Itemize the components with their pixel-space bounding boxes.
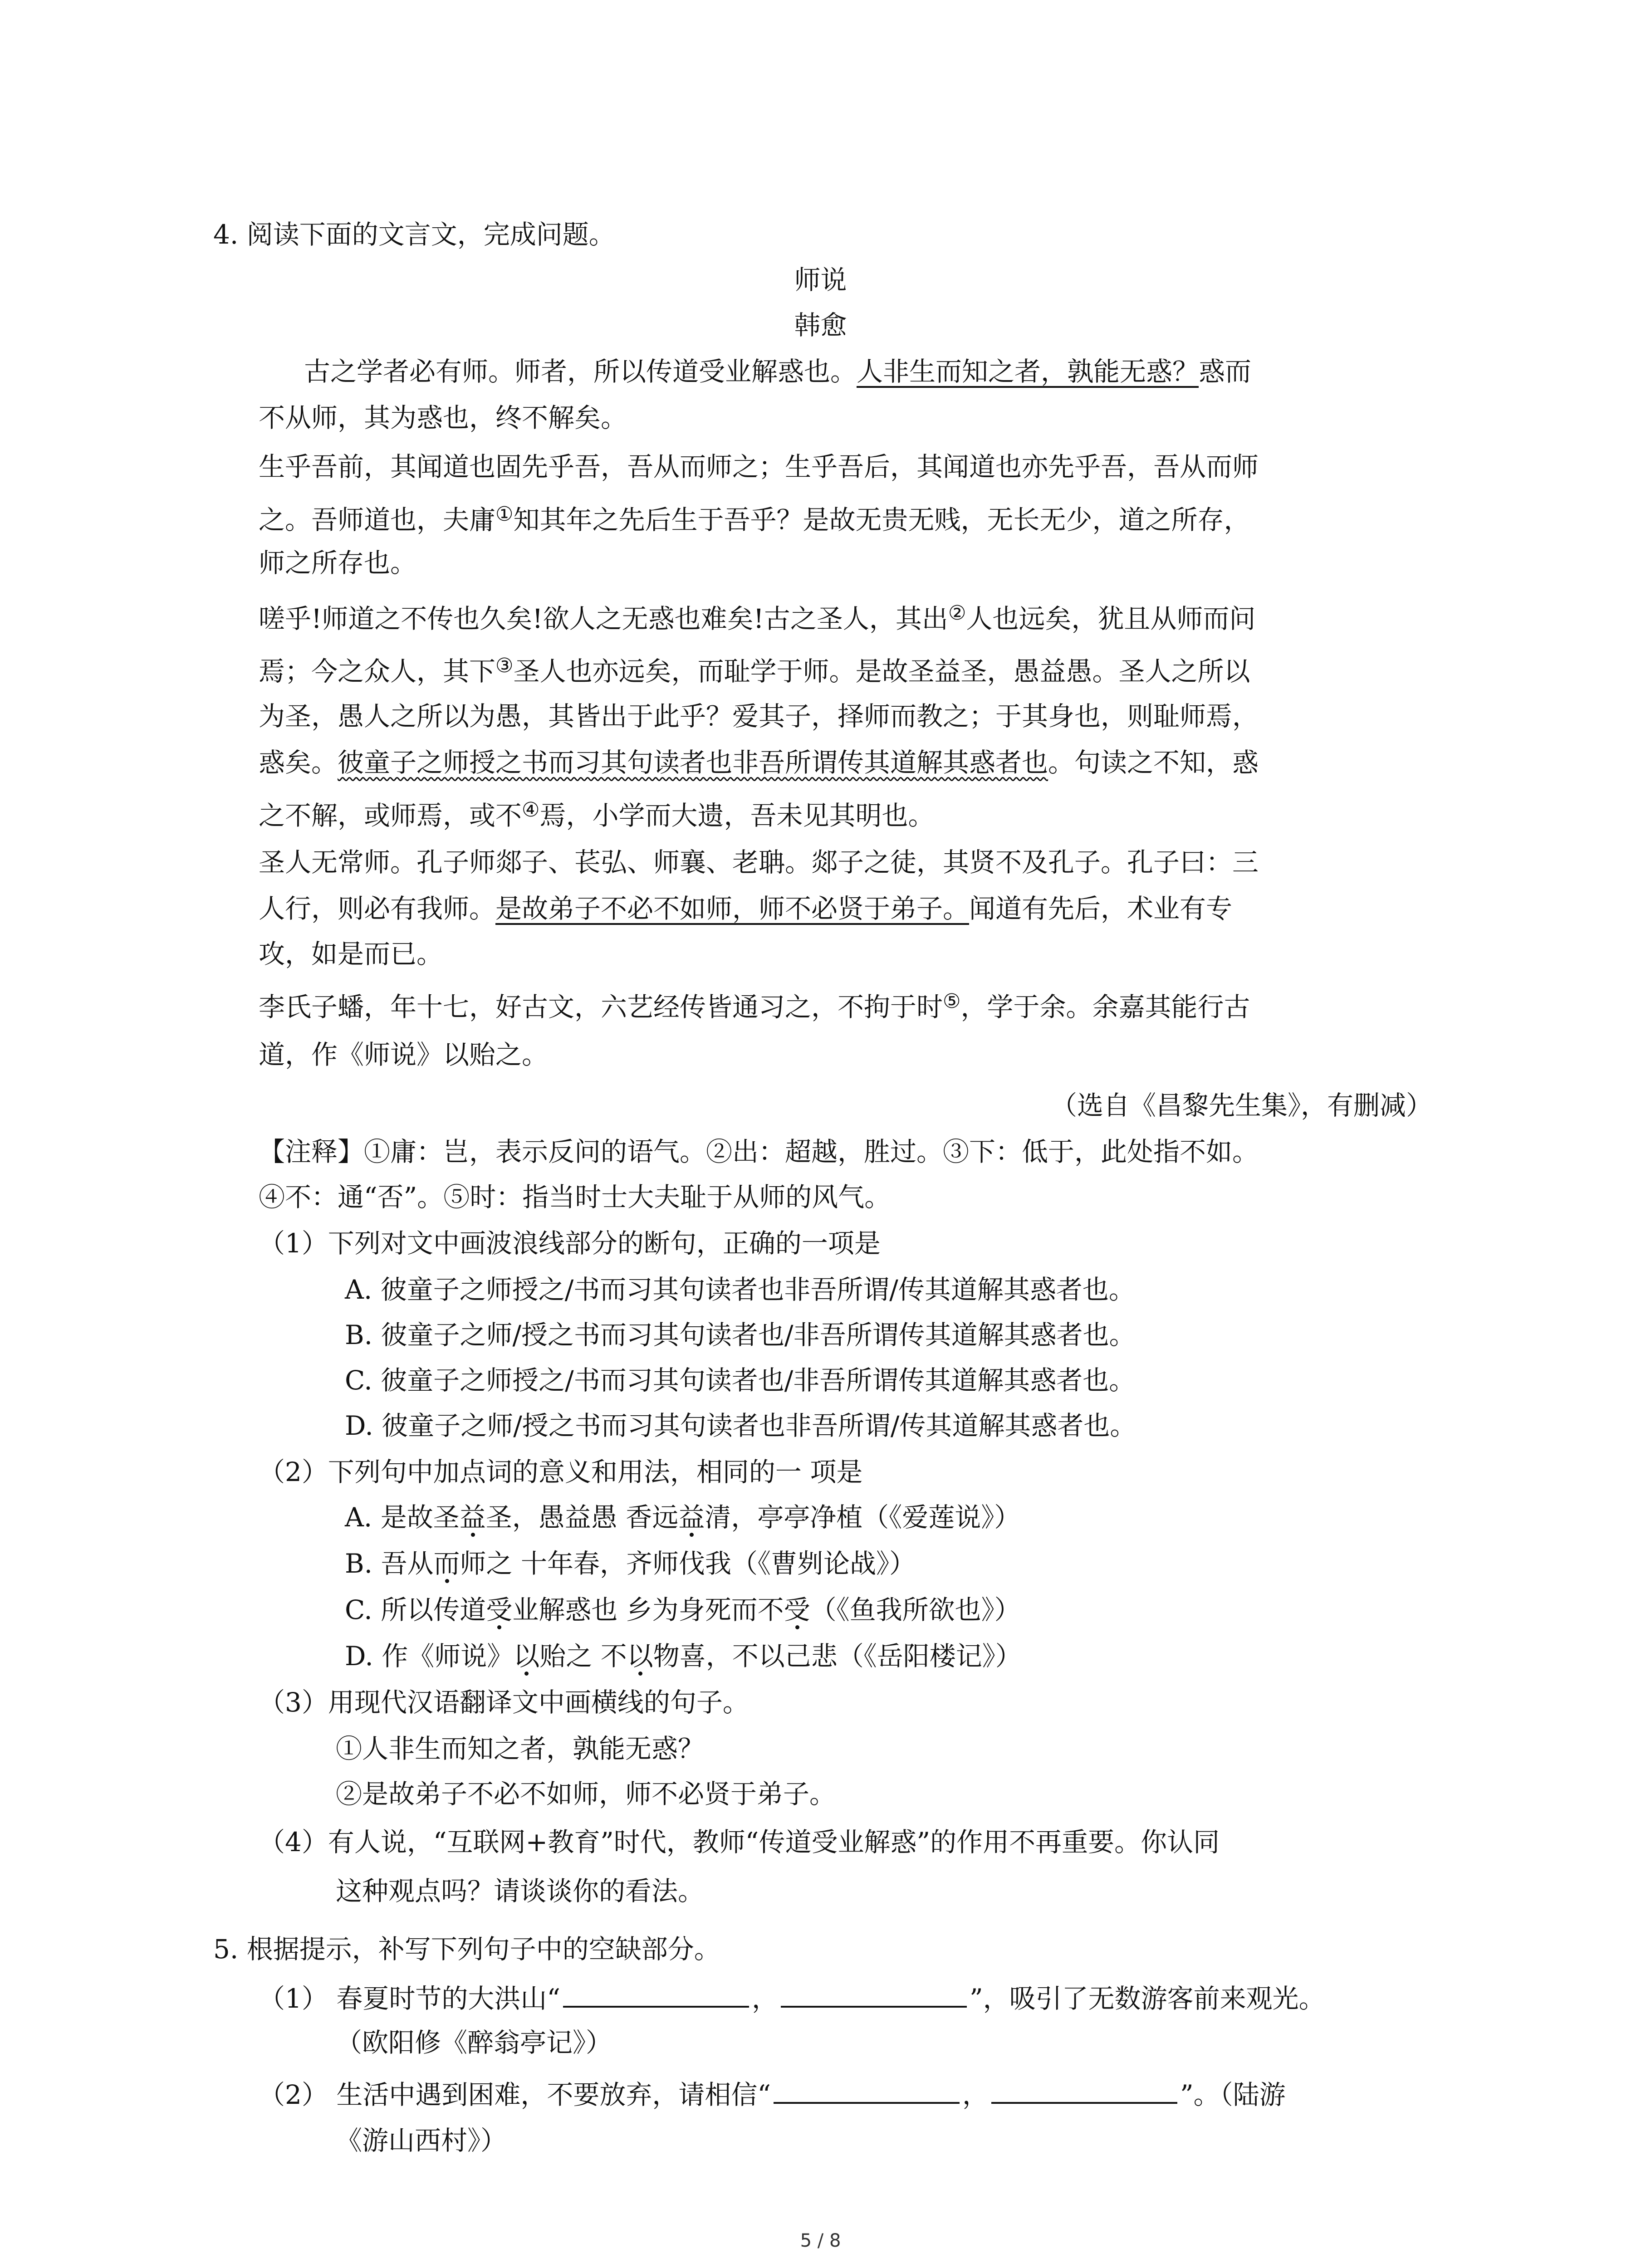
passage-line: 生乎吾前，其闻道也固先乎吾，吾从而师之；生乎吾后，其闻道也亦先乎吾，吾从而师 — [259, 451, 1259, 482]
option-a: A. 彼童子之师授之/书而习其句读者也非吾所谓/传其道解其惑者也。 — [345, 1274, 1135, 1305]
answer-blank[interactable] — [774, 2079, 960, 2104]
wavy-underlined-sentence: 彼童子之师授之书而习其句读者也非吾所谓传其道解其惑者也 — [338, 747, 1048, 778]
option-d: D. 作《师说》以贻之 不以物喜，不以己悲（《岳阳楼记》） — [345, 1641, 1022, 1672]
dotted-word: 益 — [459, 1502, 486, 1533]
answer-blank[interactable] — [991, 2079, 1177, 2104]
subquestion-1-stem: （1）下列对文中画波浪线部分的断句，正确的一项是 — [259, 1228, 881, 1259]
option-c: C. 所以传道受业解惑也 乡为身死而不受（《鱼我所欲也》） — [345, 1594, 1021, 1625]
passage-line: 之不解，或师焉，或不④焉，小学而大遗，吾未见其明也。 — [259, 798, 935, 831]
answer-blank[interactable] — [781, 1983, 967, 2008]
subquestion-4-stem: （4）有人说，“互联网+教育”时代，教师“传道受业解惑”的作用不再重要。你认同 — [259, 1827, 1220, 1857]
dotted-word: 而 — [433, 1548, 460, 1579]
answer-blank[interactable] — [563, 1983, 749, 2008]
option-d: D. 彼童子之师/授之书而习其句读者也非吾所谓/传其道解其惑者也。 — [345, 1410, 1136, 1441]
q4-heading: 4. 阅读下面的文言文，完成问题。 — [213, 219, 615, 250]
translation-item-1: ①人非生而知之者，孰能无惑？ — [336, 1733, 705, 1764]
passage-line: 之。吾师道也，夫庸①知其年之先后生于吾乎？是故无贵无贱，无长无少，道之所存， — [259, 503, 1250, 535]
fill-blank-item-2: （2） 生活中遇到困难，不要放弃，请相信“ ， ”。（陆游 — [259, 2079, 1286, 2110]
subquestion-4-stem-cont: 这种观点吗？请谈谈你的看法。 — [336, 1876, 705, 1906]
passage-line: 道，作《师说》以贻之。 — [259, 1039, 549, 1070]
note-marker-1: ① — [495, 503, 514, 526]
option-b: B. 吾从而师之 十年春，齐师伐我（《曹刿论战》） — [345, 1548, 916, 1579]
dotted-word: 益 — [678, 1502, 705, 1533]
passage-source: （选自《昌黎先生集》，有删减） — [1050, 1090, 1432, 1121]
fill-blank-source-2: 《游山西村》） — [336, 2125, 507, 2156]
subquestion-3-stem: （3）用现代汉语翻译文中画横线的句子。 — [259, 1687, 749, 1718]
note-marker-5: ⑤ — [943, 990, 961, 1013]
passage-line: 嗟乎!师道之不传也久矣!欲人之无惑也难矣!古之圣人，其出②人也远矣，犹且从师而问 — [259, 601, 1256, 634]
passage-line: 攻，如是而已。 — [259, 938, 443, 969]
fill-blank-source-1: （欧阳修《醉翁亭记》） — [336, 2027, 612, 2058]
note-marker-2: ② — [948, 601, 966, 625]
q5-heading: 5. 根据提示，补写下列句子中的空缺部分。 — [213, 1934, 720, 1965]
passage-title: 师说 — [794, 264, 847, 295]
annotation-line: 【注释】①庸：岂，表示反问的语气。②出：超越，胜过。③下：低于，此处指不如。 — [259, 1136, 1259, 1167]
option-b: B. 彼童子之师/授之书而习其句读者也/非吾所谓传其道解其惑者也。 — [345, 1320, 1136, 1350]
dotted-word: 受 — [486, 1594, 513, 1625]
passage-author: 韩愈 — [794, 310, 847, 341]
passage-line: 圣人无常师。孔子师郯子、苌弘、师襄、老聃。郯子之徒，其贤不及孔子。孔子曰：三 — [259, 847, 1259, 878]
passage-line: 不从师，其为惑也，终不解矣。 — [259, 402, 627, 433]
dotted-word: 受 — [784, 1594, 810, 1625]
note-marker-3: ③ — [495, 654, 514, 677]
passage-line: 人行，则必有我师。是故弟子不必不如师，师不必贤于弟子。闻道有先后，术业有专 — [259, 893, 1233, 924]
passage-line: 焉；今之众人，其下③圣人也亦远矣，而耻学于师。是故圣益圣，愚益愚。圣人之所以 — [259, 654, 1250, 687]
underlined-sentence-1: 人非生而知之者，孰能无惑？ — [857, 356, 1199, 387]
dotted-word: 以 — [627, 1641, 653, 1672]
passage-line: 李氏子蟠，年十七，好古文，六艺经传皆通习之，不拘于时⑤，学于余。余嘉其能行古 — [259, 990, 1250, 1022]
dotted-word: 以 — [513, 1641, 540, 1672]
passage-line: 古之学者必有师。师者，所以传道受业解惑也。人非生而知之者，孰能无惑？惑而 — [304, 356, 1252, 387]
translation-item-2: ②是故弟子不必不如师，师不必贤于弟子。 — [336, 1779, 836, 1809]
page-number: 5 / 8 — [800, 2230, 841, 2251]
note-marker-4: ④ — [522, 798, 540, 821]
passage-line: 师之所存也。 — [259, 547, 417, 578]
option-c: C. 彼童子之师授之/书而习其句读者也/非吾所谓传其道解其惑者也。 — [345, 1365, 1136, 1396]
fill-blank-item-1: （1） 春夏时节的大洪山“ ， ”，吸引了无数游客前来观光。 — [259, 1983, 1325, 2014]
passage-line: 为圣，愚人之所以为愚，其皆出于此乎？爱其子，择师而教之；于其身也，则耻师焉， — [259, 701, 1259, 732]
option-a: A. 是故圣益圣，愚益愚 香远益清，亭亭净植（《爱莲说》） — [345, 1502, 1021, 1533]
underlined-sentence-2: 是故弟子不必不如师，师不必贤于弟子。 — [495, 893, 970, 924]
annotation-line: ④不：通“否”。⑤时：指当时士大夫耻于从师的风气。 — [259, 1182, 891, 1212]
subquestion-2-stem: （2）下列句中加点词的意义和用法，相同的一 项是 — [259, 1457, 863, 1487]
passage-line: 惑矣。彼童子之师授之书而习其句读者也非吾所谓传其道解其惑者也。句读之不知，惑 — [259, 747, 1259, 778]
